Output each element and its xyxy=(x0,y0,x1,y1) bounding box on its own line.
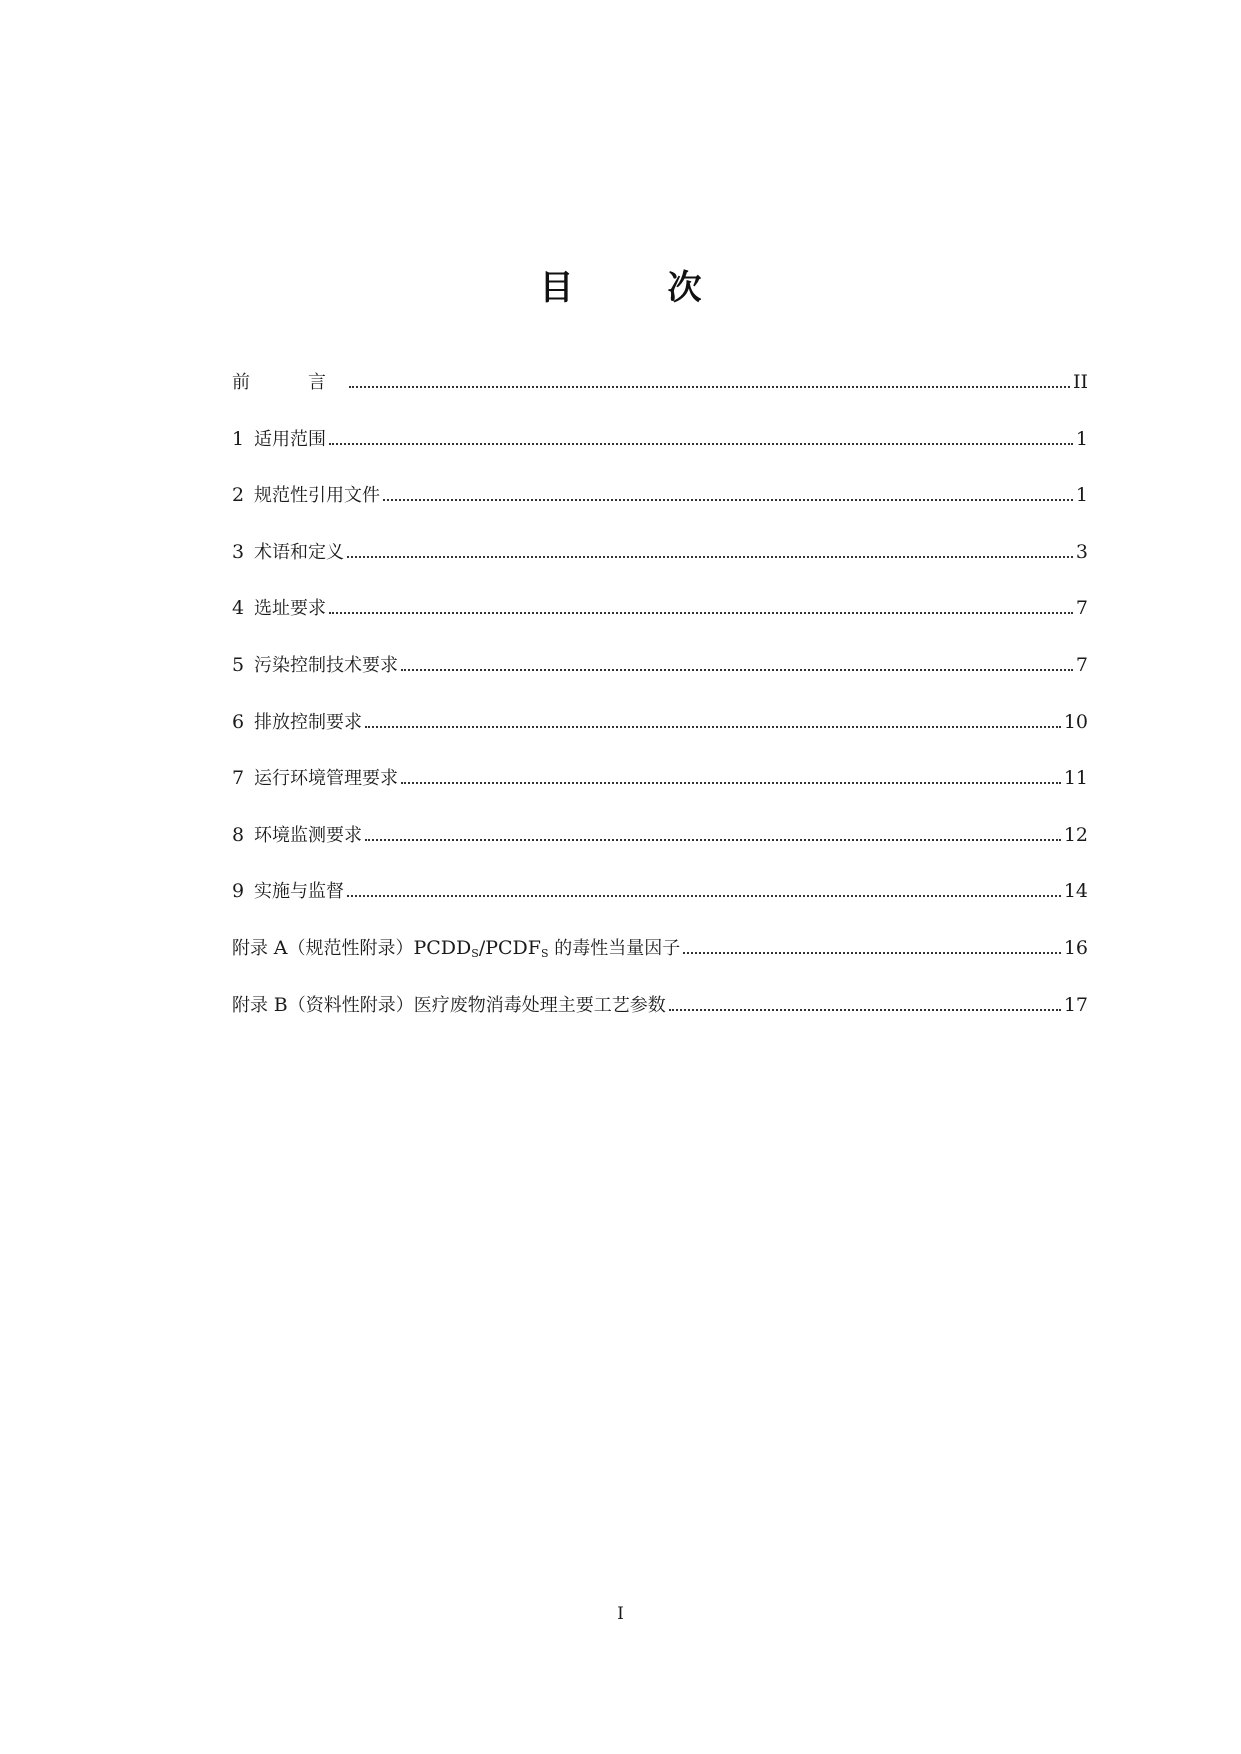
toc-section-number: 5 xyxy=(232,653,245,676)
chemical-subscript: S xyxy=(471,946,479,960)
toc-page-number: 10 xyxy=(1063,710,1088,733)
appendix-type: （规范性附录） xyxy=(287,937,414,959)
toc-dot-leader xyxy=(669,1009,1061,1011)
toc-dot-leader xyxy=(365,839,1061,841)
appendix-letter: A xyxy=(273,936,288,959)
page-footer-number: I xyxy=(617,1604,624,1624)
toc-dot-leader xyxy=(349,386,1070,388)
toc-entry-7[interactable] xyxy=(232,766,1088,823)
toc-dot-leader xyxy=(365,726,1061,728)
toc-page-number: 1 xyxy=(1075,427,1088,450)
toc-page-number: 14 xyxy=(1063,880,1088,903)
toc-dot-leader xyxy=(347,895,1061,897)
toc-entry-label xyxy=(232,653,398,678)
appendix-title: 的毒性当量因子 xyxy=(554,937,681,959)
toc-entry-1[interactable] xyxy=(232,427,1088,484)
toc-entry-appendix-a[interactable] xyxy=(232,936,1088,993)
toc-entry-label xyxy=(232,540,344,565)
toc-dot-leader xyxy=(401,669,1073,671)
toc-page-number: 7 xyxy=(1075,597,1088,620)
toc-entry-text: 前 言 xyxy=(232,372,346,393)
toc-entry-appendix-b[interactable] xyxy=(232,993,1088,1050)
toc-entry-label xyxy=(232,993,666,1018)
toc-entry-label xyxy=(232,823,362,848)
toc-dot-leader xyxy=(401,782,1061,784)
toc-section-number: 4 xyxy=(232,597,245,620)
toc-entry-text: 选址要求 xyxy=(254,598,326,620)
toc-entry-label xyxy=(232,596,326,621)
toc-page-number: 7 xyxy=(1075,653,1088,676)
toc-entry-text xyxy=(232,936,680,961)
toc-entry-text: 运行环境管理要求 xyxy=(254,768,398,790)
toc-entry-label xyxy=(232,766,398,791)
toc-entry-4[interactable] xyxy=(232,596,1088,653)
toc-page-number: 11 xyxy=(1063,767,1088,790)
appendix-letter: B xyxy=(273,993,288,1016)
toc-dot-leader xyxy=(683,952,1061,954)
chemical-subscript: S xyxy=(540,946,549,960)
toc-entry-label xyxy=(232,879,344,904)
toc-entry-3[interactable] xyxy=(232,540,1088,597)
toc-entry-text: 规范性引用文件 xyxy=(254,485,380,507)
toc-section-number: 3 xyxy=(232,540,245,563)
page-title: 目 次 xyxy=(539,268,732,308)
toc-section-number: 7 xyxy=(232,767,245,790)
toc-dot-leader xyxy=(329,443,1073,445)
toc-dot-leader xyxy=(347,556,1073,558)
toc-page-number: 17 xyxy=(1063,993,1088,1016)
toc-page-number: 1 xyxy=(1075,484,1088,507)
toc-entry-text: 污染控制技术要求 xyxy=(254,654,398,676)
toc-page-number: II xyxy=(1072,371,1088,393)
toc-section-number: 9 xyxy=(232,880,245,903)
toc-entry-text: 排放控制要求 xyxy=(254,711,362,733)
toc-entry-label xyxy=(232,371,346,395)
toc-section-number: 8 xyxy=(232,823,245,846)
toc-entry-8[interactable] xyxy=(232,823,1088,880)
toc-section-number: 2 xyxy=(232,484,245,507)
toc-page-number: 12 xyxy=(1063,823,1088,846)
toc-entry-text: 术语和定义 xyxy=(254,541,344,563)
appendix-title: （资料性附录）医疗废物消毒处理主要工艺参数 xyxy=(287,994,666,1016)
toc-section-number: 6 xyxy=(232,710,245,733)
table-of-contents xyxy=(232,370,1088,1049)
toc-section-number: 1 xyxy=(232,427,245,450)
toc-entry-9[interactable] xyxy=(232,879,1088,936)
toc-entry-label xyxy=(232,427,326,452)
toc-entry-label xyxy=(232,936,680,961)
toc-entry-6[interactable] xyxy=(232,710,1088,767)
toc-page-number: 16 xyxy=(1063,936,1088,959)
toc-page-number: 3 xyxy=(1075,540,1088,563)
chemical-formula-part: /PCDF xyxy=(478,936,541,959)
toc-dot-leader xyxy=(329,612,1073,614)
toc-entry-text: 实施与监督 xyxy=(254,881,344,903)
toc-entry-text xyxy=(232,993,666,1018)
toc-entry-5[interactable] xyxy=(232,653,1088,710)
toc-entry-2[interactable] xyxy=(232,483,1088,540)
appendix-prefix: 附录 xyxy=(232,994,268,1016)
toc-entry-text: 环境监测要求 xyxy=(254,824,362,846)
toc-dot-leader xyxy=(383,499,1073,501)
toc-entry-foreword[interactable] xyxy=(232,370,1088,427)
chemical-formula-part: PCDD xyxy=(413,936,472,959)
toc-entry-text: 适用范围 xyxy=(254,428,326,450)
toc-entry-label xyxy=(232,483,380,508)
appendix-prefix: 附录 xyxy=(232,937,268,959)
toc-entry-label xyxy=(232,710,362,735)
